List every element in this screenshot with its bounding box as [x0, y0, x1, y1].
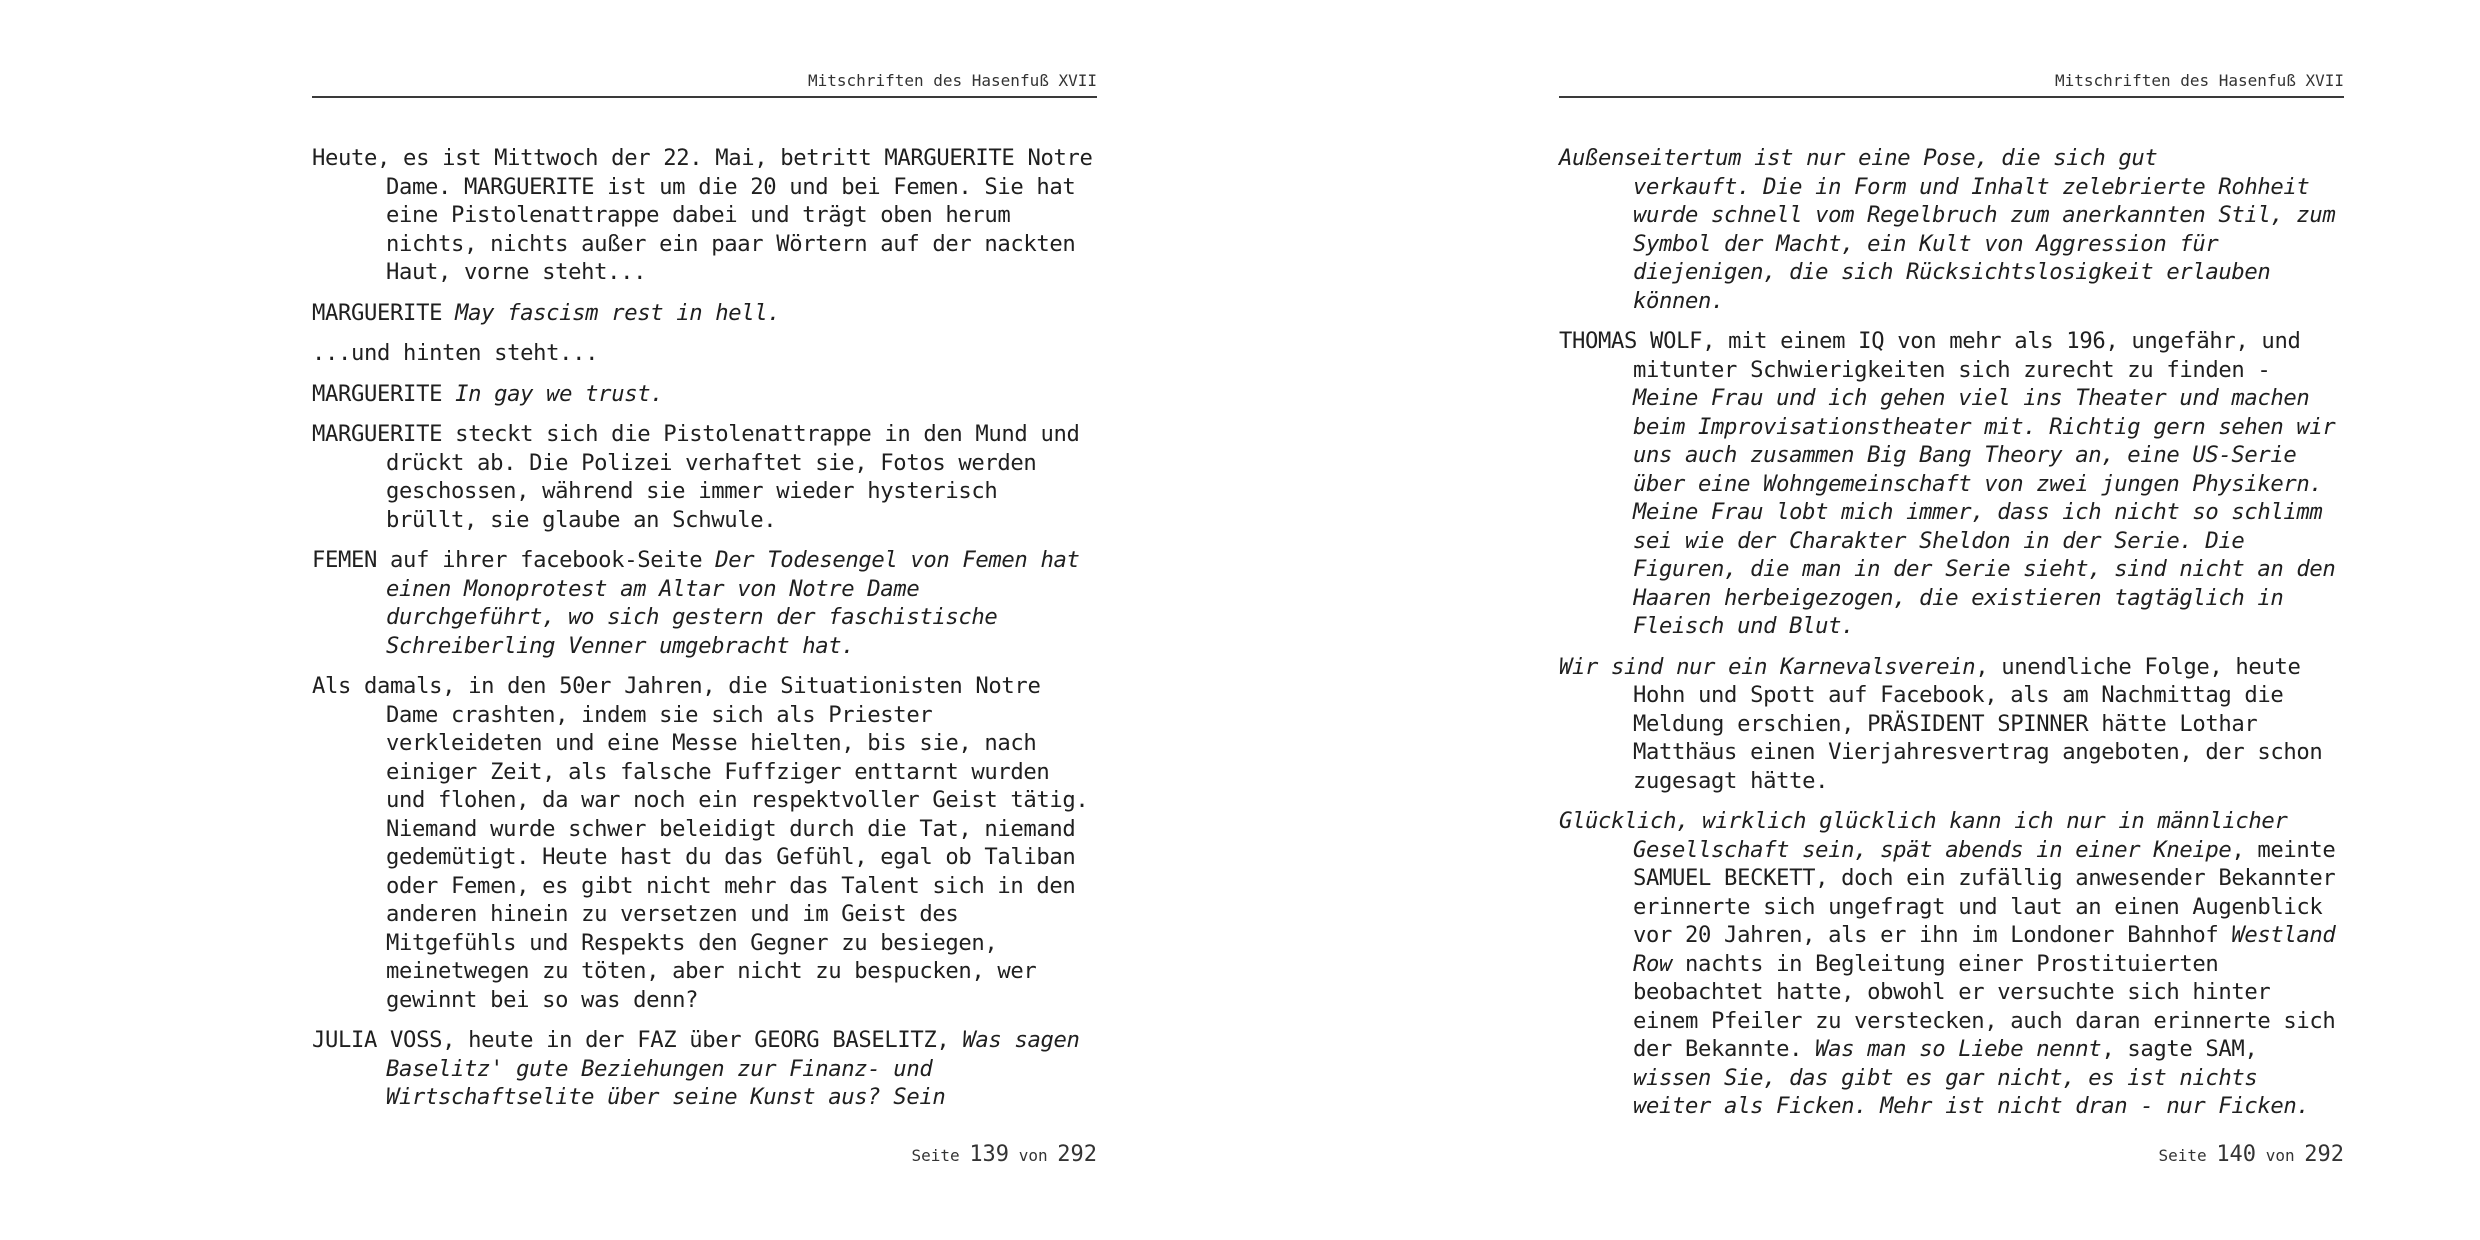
text-span: , unendliche Folge, heute: [1975, 653, 2301, 680]
text-span: geschossen, während sie immer wieder hysterisch: [386, 478, 998, 504]
text-span: nichts, nichts außer ein paar Wörtern auf der nackten: [386, 230, 1076, 257]
text-span: , sagte SAM,: [2101, 1036, 2258, 1062]
text-span: mitunter Schwierigkeiten sich zurecht zu finden -: [1633, 356, 2271, 383]
text-span: Als damals, in den 50er Jahren, die Situationisten Notre: [312, 673, 1041, 699]
paragraph: [312, 1026, 1097, 1112]
text-span: eine Pistolenattrappe dabei und trägt oben herum: [386, 202, 1011, 228]
page-number: [2159, 1140, 2345, 1171]
text-span: Dame. MARGUERITE ist um die 20 und bei Femen. Sie hat: [386, 173, 1076, 200]
text-span: Heute, es ist Mittwoch der 22. Mai, betritt MARGUERITE Notre: [312, 145, 1093, 171]
italic-text: Der Todesengel von Femen hat: [715, 547, 1080, 573]
italic-text: Wir sind nur ein Karnevalsverein: [1559, 653, 1976, 680]
page-body: [312, 144, 1097, 1124]
text-span: JULIA VOSS, heute in der FAZ über GEORG BASELITZ,: [312, 1027, 963, 1053]
paragraph: [312, 144, 1097, 287]
text-span: Hohn und Spott auf Facebook, als am Nachmittag die: [1633, 682, 2284, 708]
italic-text: über eine Wohngemeinschaft von zwei jungen Physikern.: [1633, 470, 2323, 497]
paragraph: [312, 672, 1097, 1014]
page-of-label: von: [1018, 1146, 1048, 1165]
text-span: einiger Zeit, als falsche Fuffziger enttarnt wurden: [386, 758, 1050, 785]
text-span: vor 20 Jahren, als er ihn im Londoner Bahnhof: [1633, 922, 2232, 948]
text-span: MARGUERITE: [312, 299, 456, 326]
italic-text: können.: [1633, 287, 1725, 314]
paragraph: [1559, 653, 2344, 796]
italic-text: Fleisch und Blut.: [1633, 613, 1855, 639]
text-span: verkleideten und eine Messe hielten, bis sie, nach: [386, 730, 1037, 756]
paragraph: [312, 299, 1097, 328]
page-label: Seite: [2158, 1146, 2207, 1165]
text-span: FEMEN auf ihrer facebook-Seite: [312, 547, 716, 573]
italic-text: weiter als Ficken. Mehr ist nicht dran - nur Ficken.: [1633, 1093, 2310, 1119]
text-span: Meldung erschien, PRÄSIDENT SPINNER hätte Lothar: [1633, 710, 2258, 737]
text-span: zugesagt hätte.: [1633, 767, 1829, 794]
paragraph: [1559, 807, 2344, 1121]
text-span: und flohen, da war noch ein respektvoller Geist tätig.: [386, 787, 1089, 813]
italic-text: diejenigen, die sich Rücksichtslosigkeit erlauben: [1633, 259, 2271, 285]
paragraph: [312, 546, 1097, 660]
text-span: einem Pfeiler zu verstecken, auch daran erinnerte sich: [1633, 1007, 2336, 1034]
text-span: anderen hinein zu versetzen und im Geist des: [386, 901, 959, 927]
italic-text: wissen Sie, das gibt es gar nicht, es ist nichts: [1633, 1064, 2258, 1091]
text-span: Matthäus einen Vierjahresvertrag angeboten, der schon: [1633, 739, 2323, 765]
italic-text: Gesellschaft sein, spät abends in einer Kneipe: [1633, 836, 2232, 863]
text-span: Mitgefühls und Respekts den Gegner zu besiegen,: [386, 929, 998, 956]
text-span: Dame crashten, indem sie sich als Priester: [386, 701, 933, 728]
paragraph: [312, 380, 1097, 409]
italic-text: Was sagen: [962, 1027, 1080, 1053]
italic-text: Haaren herbeigezogen, die existieren tagtäglich in: [1633, 584, 2284, 611]
text-span: Haut, vorne steht...: [386, 259, 647, 285]
italic-text: Meine Frau und ich gehen viel ins Theater und machen: [1633, 385, 2310, 411]
text-span: ...und hinten steht...: [312, 340, 599, 366]
text-span: oder Femen, es gibt nicht mehr das Talent sich in den: [386, 872, 1076, 899]
page-total: 292: [1057, 1142, 1097, 1167]
italic-text: In gay we trust.: [455, 380, 664, 407]
running-header: Mitschriften des Hasenfuß XVII: [1559, 70, 2344, 98]
page-label: Seite: [911, 1146, 960, 1165]
text-span: nachts in Begleitung einer Prostituierten: [1672, 950, 2219, 977]
italic-text: Meine Frau lobt mich immer, dass ich nicht so schlimm: [1633, 499, 2323, 525]
italic-text: sei wie der Charakter Sheldon in der Serie. Die: [1633, 527, 2245, 554]
right-page: [1559, 0, 2344, 1240]
text-span: MARGUERITE steckt sich die Pistolenattrappe in den Mund und: [312, 421, 1080, 447]
italic-text: Baselitz' gute Beziehungen zur Finanz- und: [386, 1055, 933, 1082]
italic-text: Row: [1633, 950, 1673, 977]
italic-text: Was man so Liebe nennt: [1815, 1036, 2102, 1062]
paragraph: [312, 339, 1097, 368]
page-body: [1559, 144, 2344, 1133]
italic-text: durchgeführt, wo sich gestern der faschistische: [386, 604, 998, 630]
page-current: 140: [2216, 1142, 2257, 1167]
text-span: gedemütigt. Heute hast du das Gefühl, egal ob Taliban: [386, 844, 1076, 870]
text-span: SAMUEL BECKETT, doch ein zufällig anwesender Bekannter: [1633, 865, 2336, 891]
page-current: 139: [969, 1142, 1010, 1167]
italic-text: May fascism rest in hell.: [455, 299, 781, 326]
italic-text: Symbol der Macht, ein Kult von Aggression für: [1633, 230, 2219, 257]
paragraph: [312, 420, 1097, 534]
left-page: [312, 0, 1097, 1240]
paragraph: [1559, 144, 2344, 315]
italic-text: Westland: [2231, 922, 2336, 948]
italic-text: Figuren, die man in der Serie sieht, sind nicht an den: [1633, 556, 2336, 582]
italic-text: Glücklich, wirklich glücklich kann ich nur in männlicher: [1559, 808, 2288, 834]
page-total: 292: [2304, 1142, 2344, 1167]
running-header: Mitschriften des Hasenfuß XVII: [312, 70, 1097, 98]
italic-text: beim Improvisationstheater mit. Richtig gern sehen wir: [1633, 413, 2336, 440]
italic-text: Außenseitertum ist nur eine Pose, die sich gut: [1559, 145, 2158, 171]
italic-text: verkauft. Die in Form und Inhalt zelebrierte Rohheit: [1633, 173, 2310, 200]
paragraph: [1559, 327, 2344, 641]
italic-text: Wirtschaftselite über seine Kunst aus? Sein: [386, 1084, 946, 1110]
text-span: meinetwegen zu töten, aber nicht zu bespucken, wer: [386, 958, 1037, 984]
text-span: erinnerte sich ungefragt und laut an einen Augenblick: [1633, 893, 2323, 920]
italic-text: wurde schnell vom Regelbruch zum anerkannten Stil, zum: [1633, 202, 2336, 228]
text-span: Niemand wurde schwer beleidigt durch die Tat, niemand: [386, 815, 1076, 842]
italic-text: einen Monoprotest am Altar von Notre Dame: [386, 575, 920, 602]
text-span: , meinte: [2231, 836, 2336, 863]
italic-text: uns auch zusammen Big Bang Theory an, eine US-Serie: [1633, 442, 2297, 468]
text-span: drückt ab. Die Polizei verhaftet sie, Fotos werden: [386, 449, 1037, 476]
text-span: der Bekannte.: [1633, 1036, 1816, 1062]
page-number: [912, 1140, 1098, 1171]
text-span: THOMAS WOLF, mit einem IQ von mehr als 196, ungefähr, und: [1559, 328, 2301, 354]
italic-text: Schreiberling Venner umgebracht hat.: [386, 632, 855, 659]
text-span: gewinnt bei so was denn?: [386, 986, 699, 1013]
page-of-label: von: [2265, 1146, 2295, 1165]
text-span: beobachtet hatte, obwohl er versuchte sich hinter: [1633, 979, 2271, 1005]
text-span: MARGUERITE: [312, 380, 456, 407]
text-span: brüllt, sie glaube an Schwule.: [386, 506, 777, 533]
